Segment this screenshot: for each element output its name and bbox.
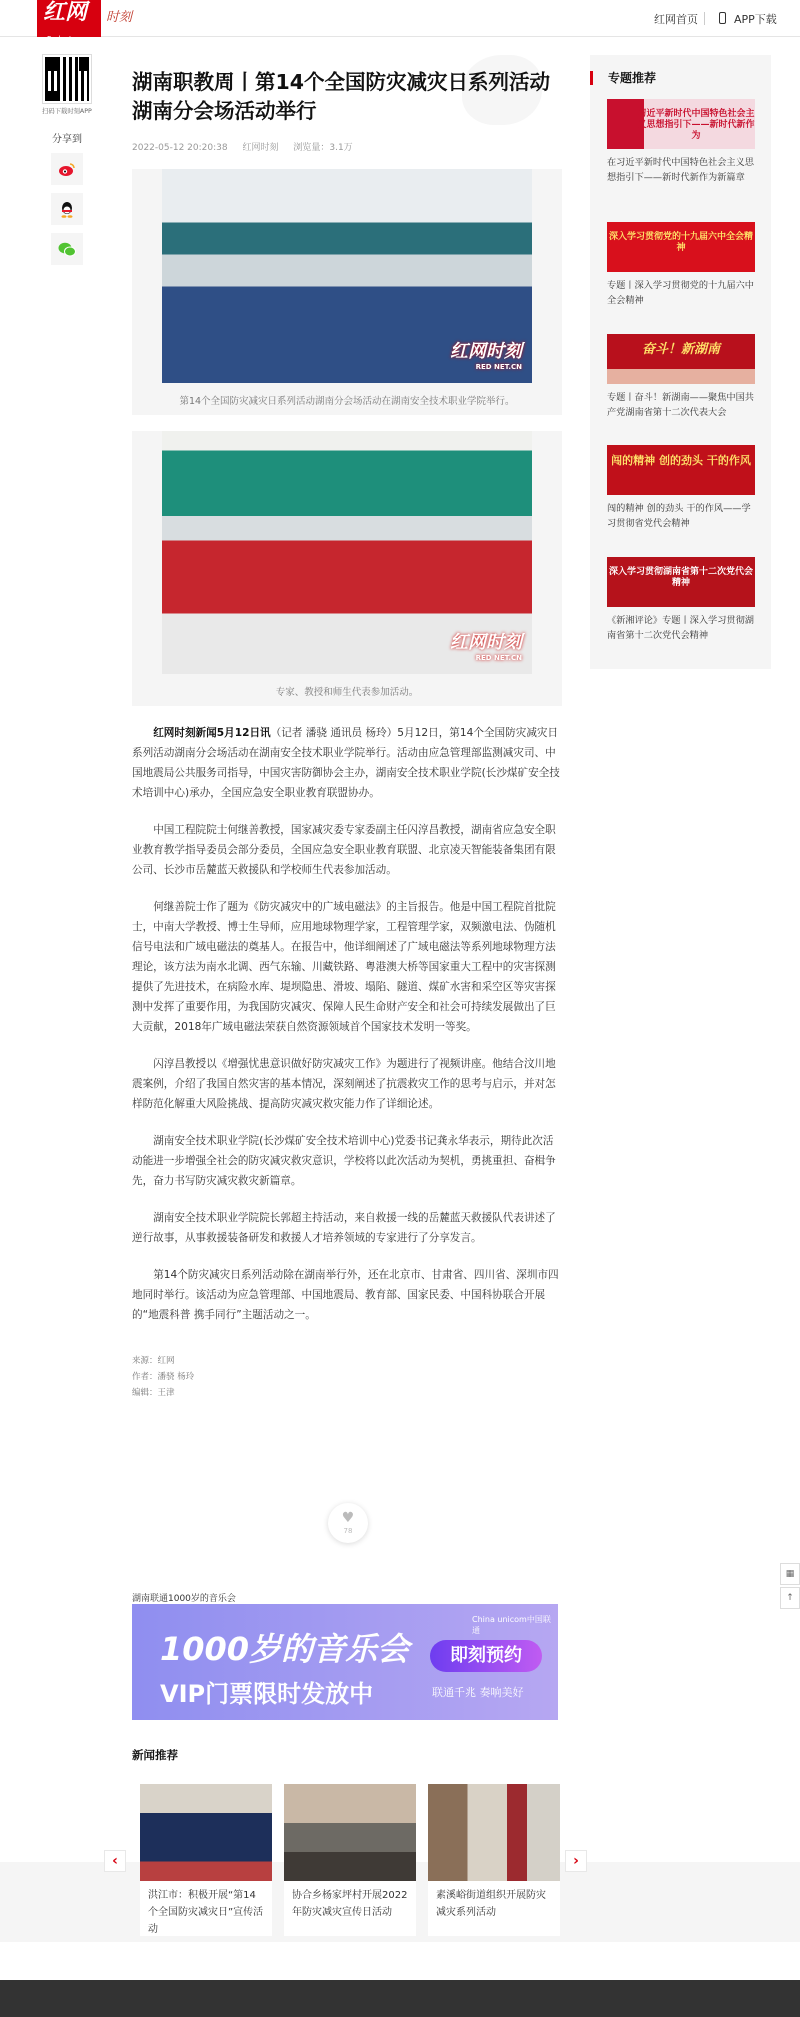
arrow-up-icon: ↑ [786,1593,794,1603]
news-card-title: 素溪峪街道组织开展防灾减灾系列活动 [436,1890,546,1918]
topic-title: 《新湘评论》专题丨深入学习贯彻湖南省第十二次党代会精神 [607,615,754,641]
reserve-button[interactable]: 即刻预约 [430,1640,542,1672]
weibo-icon [58,162,76,177]
rednet-home-link[interactable]: 红网首页 [654,13,698,26]
qr-icon: ▦ [785,1569,795,1579]
topic-title: 在习近平新时代中国特色社会主义思想指引下——新时代新作为新篇章 [607,157,754,183]
rednet-logo[interactable]: 红网 Rednet.cn [37,0,101,37]
author-line: 作者：潘骁 杨玲 [132,1372,195,1382]
news-thumbnail [428,1784,560,1881]
article-meta [132,140,562,153]
chevron-right-icon: › [573,1853,579,1869]
body-paragraph: 中国工程院院士何继善教授，国家减灾委专家委副主任闪淳昌教授，湖南省应急安全职业教育教学指导委员会部分委员，全国应急安全职业教育联盟、北京凌天智能装备集团有限公司、长沙市岳麓蓝天救援队和学校师生代表参加活动。 [132,824,556,876]
topic-card[interactable] [607,222,755,308]
ad-slogan: 联通千兆 奏响美好 [432,1686,524,1699]
article-title: 湖南职教周丨第14个全国防灾减灾日系列活动湖南分会场活动举行 [132,70,551,123]
topic-section-title: 专题推荐 [608,71,657,85]
topic-title: 专题丨深入学习贯彻党的十九届六中全会精神 [607,280,754,306]
divider [704,12,705,25]
figure-1 [132,169,562,415]
topic-card[interactable] [607,557,755,643]
figure-caption: 第14个全国防灾减灾日系列活动湖南分会场活动在湖南安全技术职业学院举行。 [179,396,515,407]
news-card-title: 洪江市：积极开展“第14个全国防灾减灾日”宣传活动 [148,1890,264,1935]
audience-photo[interactable] [162,431,532,674]
heart-icon: ♥ [341,1510,355,1526]
body-paragraph: 闪淳昌教授以《增强忧患意识做好防灾减灾工作》为题进行了视频讲座。他结合汶川地震案例，介绍了我国自然灾害的基本情况，深刻阐述了抗震救灾工作的思考与启示，并对怎样防范化解重大风险挑战、提高防灾减灾救灾能力作了详细论述。 [132,1058,556,1110]
topic-banner: 深入学习贯彻党的十九届六中全会精神 [607,222,755,272]
floating-tools [780,1563,800,1611]
topic-card[interactable] [607,445,755,531]
topic-banner: 习近平新时代中国特色社会主义思想指引下——新时代新作为 [607,99,755,149]
shike-brand-logo[interactable]: 时刻 [106,10,133,25]
news-card[interactable] [284,1784,416,1936]
app-download-link[interactable]: APP下载 [734,13,777,26]
article-credits [132,1353,562,1401]
topic-banner: 奋斗！新湖南 [607,334,755,384]
qq-share-button[interactable] [51,193,83,225]
topic-card[interactable] [607,334,755,420]
conference-hall-photo[interactable] [162,169,532,383]
wechat-share-button[interactable] [51,233,83,265]
like-button[interactable] [328,1503,368,1543]
like-count: 78 [343,1527,353,1535]
photo-watermark: 红网时刻 RED NET.CN [450,632,522,662]
news-card[interactable] [140,1784,272,1936]
body-paragraph: 湖南安全技术职业学院院长郭超主持活动，来自救援一线的岳麓蓝天救援队代表讲述了逆行故事，从事救援装备研发和救援人才培养领域的专家进行了分享发言。 [132,1212,556,1244]
body-paragraph: 第14个防灾减灾日系列活动除在湖南举行外，还在北京市、甘肃省、四川省、深圳市四地同时举行。该活动为应急管理部、中国地震局、教育部、国家民委、中国科协联合开展的“地震科普 携手同行”主题活动之一。 [132,1269,559,1321]
ad-banner[interactable] [132,1604,558,1720]
figure-caption: 专家、教授和师生代表参加活动。 [275,687,419,698]
share-title: 分享到 [52,134,82,145]
publish-date: 2022-05-12 20:20:38 [132,143,228,153]
body-paragraph: 湖南安全技术职业学院(长沙煤矿安全技术培训中心)党委书记龚永华表示，期待此次活动能进一步增强全社会的防灾减灾救灾意识，学校将以此次活动为契机，勇挑重担、奋楫争先，奋力书写防灾减灾救灾新篇章。 [132,1135,556,1187]
qr-code-tool-button[interactable] [780,1563,800,1585]
ad-headline: 1000岁的音乐会 [160,1630,410,1668]
section-accent-bar [590,71,593,85]
source-line: 来源：红网 [132,1356,175,1366]
top-bar [0,0,800,43]
news-card-title: 协合乡杨家坪村开展2022年防灾减灾宣传日活动 [292,1890,408,1918]
photo-watermark: 红网时刻 RED NET.CN [450,341,522,371]
news-thumbnail [140,1784,272,1881]
wechat-icon [58,242,76,257]
view-count: 浏览量：3.1万 [293,143,353,153]
qr-caption: 扫码下载时刻APP [42,107,92,115]
phone-icon [719,12,726,24]
lead-text: （记者 潘骁 通讯员 杨玲）5月12日，第14个全国防灾减灾日系列活动湖南分会场活动在湖南安全技术职业学院举行。活动由应急管理部监测减灾司、中国地震局公共服务司指导，中国灾害防御协会主办，湖南安全技术职业学院(长沙煤矿安全技术培训中心)承办，全国应急安全职业教育联盟协办。 [132,727,560,799]
carousel-next-button[interactable] [565,1850,587,1872]
ad-label: 湖南联通1000岁的音乐会 [132,1594,236,1604]
body-paragraph: 何继善院士作了题为《防灾减灾中的广域电磁法》的主旨报告。他是中国工程院首批院士，中南大学教授、博士生导师，应用地球物理学家，工程管理学家，双频激电法、伪随机信号电法和广域电磁法的奠基人。在报告中，他详细阐述了广域电磁法等系列地球物理方法理论，该方法为南水北调、西气东输、川藏铁路、粤港澳大桥等国家重大工程中的灾害探测提供了先进技术，在病险水库、堤坝隐患、滑坡、塌陷、隧道、煤矿水害和采空区等灾害探测中发挥了重要作用，为我国防灾减灾、保障人民生命财产安全和社会可持续发展做出了巨大贡献，2018年广域电磁法荣获自然资源领域首个国家技术发明一等奖。 [132,901,556,1033]
chevron-left-icon: ‹ [112,1853,118,1869]
topic-banner: 闯的精神 创的劲头 干的作风 [607,445,755,495]
news-card[interactable] [428,1784,560,1936]
topic-title: 专题丨奋斗！新湖南——聚焦中国共产党湖南省第十二次代表大会 [607,392,754,418]
back-to-top-button[interactable] [780,1587,800,1609]
figure-2 [132,431,562,706]
app-qr-code [43,55,91,103]
topic-sidebar [590,55,771,669]
qq-icon [60,201,74,218]
news-section-title: 新闻推荐 [132,1748,178,1762]
editor-line: 编辑：王津 [132,1388,175,1398]
lead-paragraph [132,723,562,803]
channel-name: 红网时刻 [242,143,279,153]
topic-title: 闯的精神 创的劲头 干的作风——学习贯彻省党代会精神 [607,503,751,529]
news-thumbnail [284,1784,416,1881]
unicom-logo: China unicom中国联通 [472,1615,551,1635]
article-body [132,723,562,1325]
ad-subline: VIP门票限时发放中 [160,1680,374,1708]
footer [0,1980,800,2017]
topic-card[interactable] [607,99,755,185]
carousel-prev-button[interactable] [104,1850,126,1872]
weibo-share-button[interactable] [51,153,83,185]
dateline: 红网时刻新闻5月12日讯 [153,727,271,739]
topic-banner: 深入学习贯彻湖南省第十二次党代会精神 [607,557,755,607]
article [132,68,562,1401]
left-share-sidebar [37,55,97,265]
